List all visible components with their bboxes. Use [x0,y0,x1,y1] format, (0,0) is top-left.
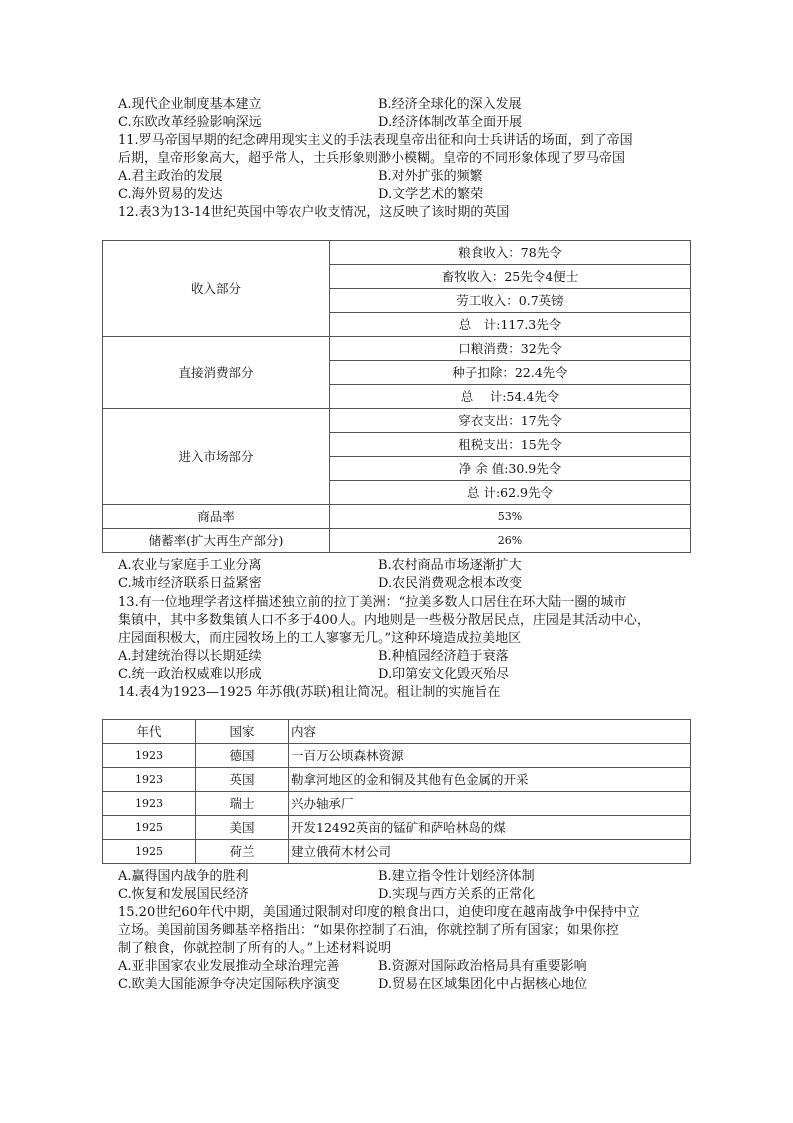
q10-option-d[interactable]: D.经济体制改革全面开展 [378,115,523,130]
income-section-label: 收入部分 [103,241,330,337]
q14-option-c[interactable]: C.恢复和发展国民经济 [118,887,249,902]
row-country: 美国 [196,816,289,840]
q12-option-d[interactable]: D.农民消费观念根本改变 [378,576,523,591]
row-content: 兴办轴承厂 [289,792,691,816]
q13-option-b[interactable]: B.种植园经济趋于衰落 [378,649,509,664]
q13-option-a[interactable]: A.封建统治得以长期延续 [118,649,262,664]
q11-option-b[interactable]: B.对外扩张的频繁 [378,169,483,184]
savings-rate-value: 26% [330,529,691,553]
q11-option-d[interactable]: D.文学艺术的繁荣 [378,187,484,202]
consume-section-label: 直接消费部分 [103,337,330,409]
q10-option-a[interactable]: A.现代企业制度基本建立 [118,97,262,112]
income-grain: 粮食收入：78先令 [330,241,691,265]
market-total: 总 计:62.9先令 [330,481,691,505]
q11-stem-line-1: 11.罗马帝国早期的纪念碑用现实主义的手法表现皇帝出征和向士兵讲话的场面，到了帝国 [118,133,633,148]
row-country: 瑞士 [196,792,289,816]
q12-stem: 12.表3为13-14世纪英国中等农户收支情况，这反映了该时期的英国 [118,205,510,220]
q11-stem-line-2: 后期，皇帝形象高大，超乎常人，士兵形象则渺小模糊。皇帝的不同形象体现了罗马帝国 [118,151,626,166]
table-row [103,768,691,792]
row-country: 荷兰 [196,840,289,864]
q12-option-b[interactable]: B.农村商品市场逐渐扩大 [378,558,522,573]
q10-option-c[interactable]: C.东欧改革经验影响深远 [118,115,262,130]
table-header-row [103,720,691,744]
q15-stem-line-3: 制了粮食，你就控制了所有的人。”上述材料说明 [118,941,392,956]
q15-stem-line-1: 15.20世纪60年代中期，美国通过限制对印度的粮食出口，迫使印度在越南战争中保持中立 [118,905,640,920]
q13-stem-line-3: 庄园面积极大，而庄园牧场上的工人寥寥无几。”这种环境造成拉美地区 [118,631,522,646]
row-content: 开发12492英亩的锰矿和萨哈林岛的煤 [289,816,691,840]
consume-seed: 种子扣除：22.4先令 [330,361,691,385]
row-year: 1923 [103,744,196,768]
q14-option-b[interactable]: B.建立指令性计划经济体制 [378,869,535,884]
table-4-concessions [102,719,691,864]
q14-option-d[interactable]: D.实现与西方关系的正常化 [378,887,536,902]
table-row [103,792,691,816]
row-year: 1925 [103,840,196,864]
header-content: 内容 [289,720,691,744]
header-year: 年代 [103,720,196,744]
q13-option-c[interactable]: C.统一政治权威难以形成 [118,667,262,682]
market-tax: 租税支出：15先令 [330,433,691,457]
row-content: 一百万公顷森林资源 [289,744,691,768]
q14-stem: 14.表4为1923—1925 年苏俄(苏联)租让简况。租让制的实施旨在 [118,685,501,700]
q11-option-c[interactable]: C.海外贸易的发达 [118,187,223,202]
row-year: 1925 [103,816,196,840]
row-year: 1923 [103,768,196,792]
commodity-rate-value: 53% [330,505,691,529]
q10-option-b[interactable]: B.经济全球化的深入发展 [378,97,522,112]
row-country: 英国 [196,768,289,792]
row-country: 德国 [196,744,289,768]
row-content: 勒拿河地区的金和铜及其他有色金属的开采 [289,768,691,792]
q15-stem-line-2: 立场。美国前国务卿基辛格指出：“如果你控制了石油，你就控制了所有国家；如果你控 [118,923,619,938]
row-year: 1923 [103,792,196,816]
q15-option-a[interactable]: A.亚非国家农业发展推动全球治理完善 [118,959,340,974]
income-labor: 劳工收入：0.7英镑 [330,289,691,313]
income-total: 总 计:117.3先令 [330,313,691,337]
q11-option-a[interactable]: A.君主政治的发展 [118,169,223,184]
commodity-rate-label: 商品率 [103,505,330,529]
q14-option-a[interactable]: A.赢得国内战争的胜利 [118,869,249,884]
table-3-farm-income-expense [102,240,691,553]
table-row [103,840,691,864]
market-net: 净 余 值:30.9先令 [330,457,691,481]
market-section-label: 进入市场部分 [103,409,330,505]
table-row [103,816,691,840]
q12-option-a[interactable]: A.农业与家庭手工业分离 [118,558,262,573]
consume-food: 口粮消费：32先令 [330,337,691,361]
income-livestock: 畜牧收入：25先令4便士 [330,265,691,289]
q15-option-b[interactable]: B.资源对国际政治格局具有重要影响 [378,959,587,974]
consume-total: 总 计:54.4先令 [330,385,691,409]
q15-option-c[interactable]: C.欧美大国能源争夺决定国际秩序演变 [118,977,340,992]
header-country: 国家 [196,720,289,744]
q13-stem-line-2: 集镇中，其中多数集镇人口不多于400人。内地则是一些极分散居民点，庄园是其活动中心， [118,613,650,628]
table-row [103,744,691,768]
q15-option-d[interactable]: D.贸易在区域集团化中占据核心地位 [378,977,588,992]
q13-option-d[interactable]: D.印第安文化毁灭殆尽 [378,667,510,682]
q13-stem-line-1: 13.有一位地理学者这样描述独立前的拉丁美洲：“拉美多数人口居住在环大陆一圈的城市 [118,595,627,610]
market-clothing: 穿衣支出：17先令 [330,409,691,433]
q12-option-c[interactable]: C.城市经济联系日益紧密 [118,576,262,591]
savings-rate-label: 储蓄率(扩大再生产部分) [103,529,330,553]
row-content: 建立俄荷木材公司 [289,840,691,864]
